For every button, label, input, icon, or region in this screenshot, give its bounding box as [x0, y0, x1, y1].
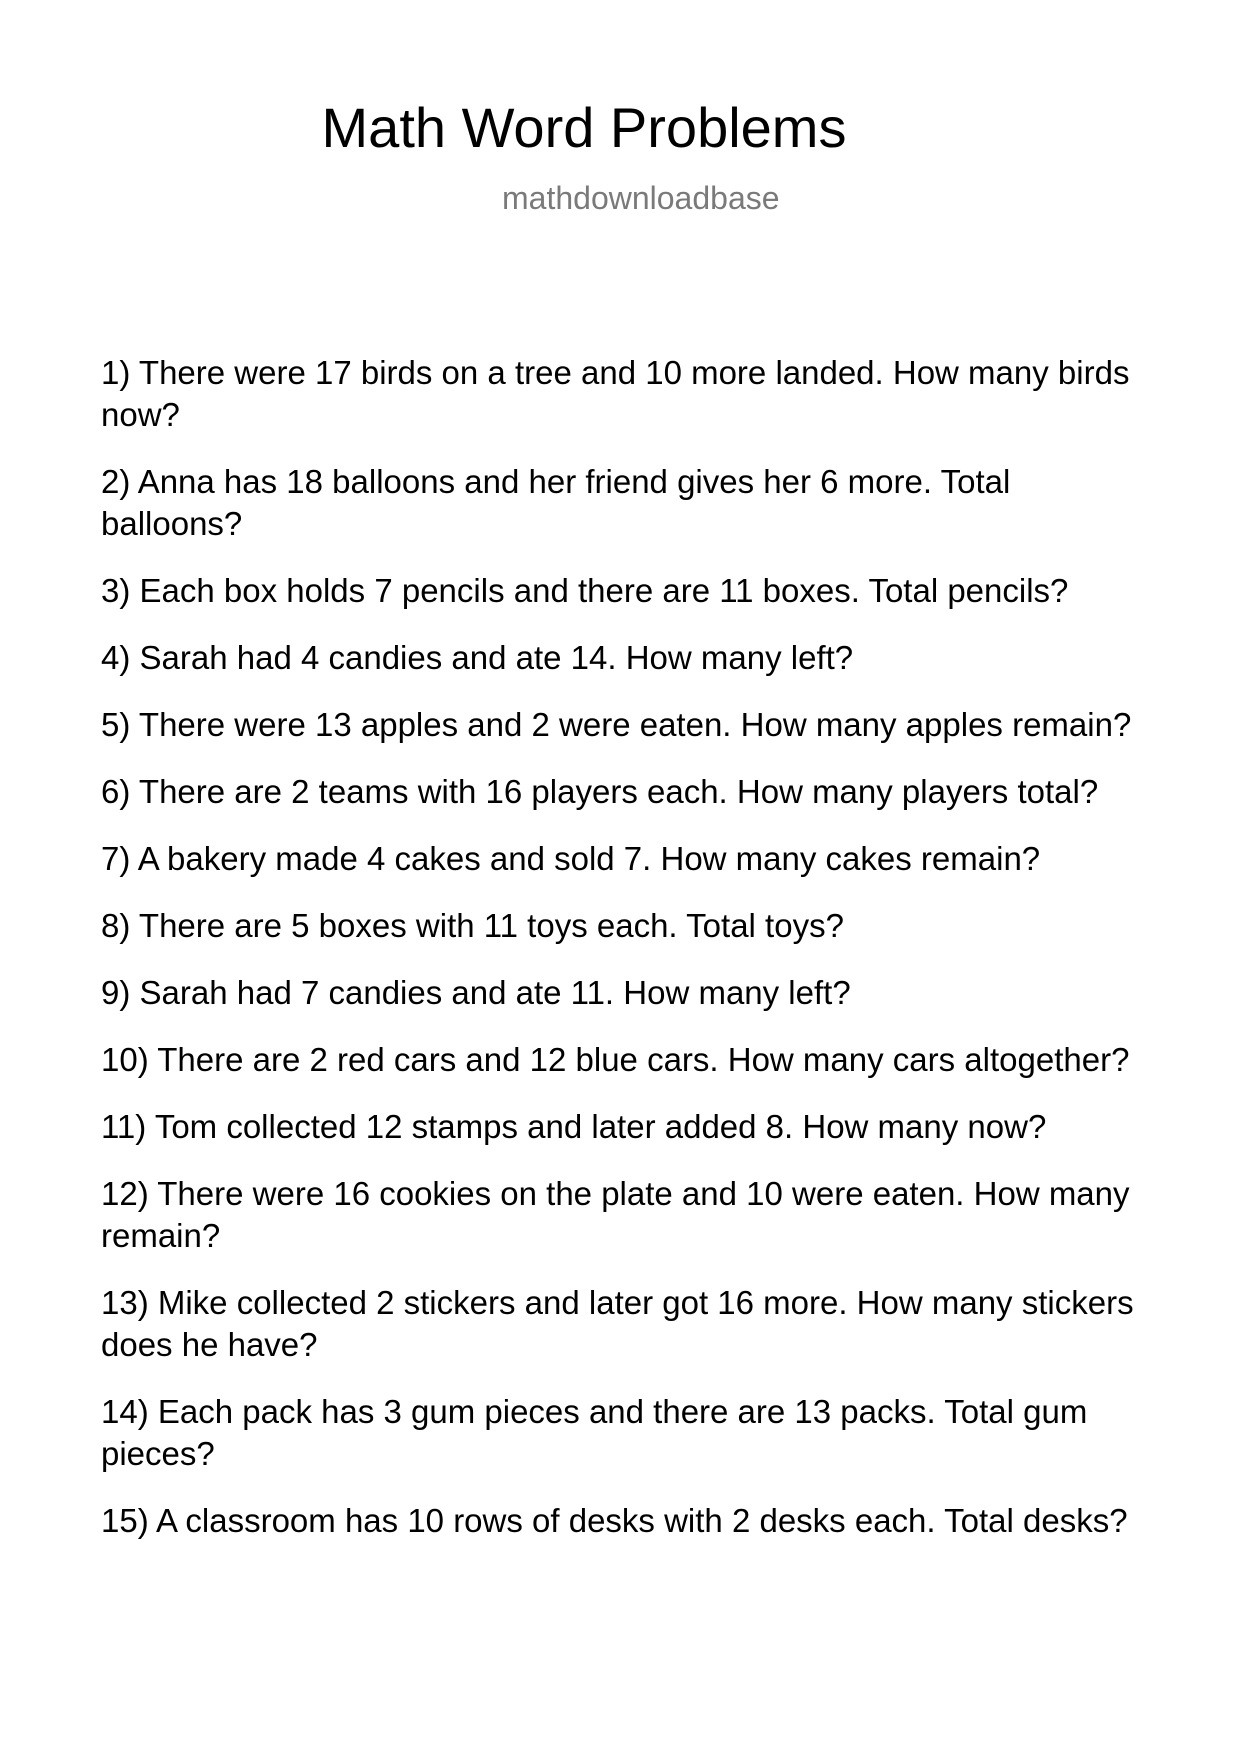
problem-item-9: 9) Sarah had 7 candies and ate 11. How many left? [101, 974, 851, 1011]
problem-item-3: 3) Each box holds 7 pencils and there are 11 boxes. Total pencils? [101, 572, 1069, 609]
page-subtitle: mathdownloadbase [502, 180, 780, 216]
problem-item-8: 8) There are 5 boxes with 11 toys each. Total toys? [101, 907, 844, 944]
problem-item-7: 7) A bakery made 4 cakes and sold 7. How many cakes remain? [101, 840, 1041, 877]
problem-list [101, 352, 1141, 1567]
problem-item-1: 1) There were 17 birds on a tree and 10 more landed. How many birds now? [101, 354, 1130, 433]
problem-item-10: 10) There are 2 red cars and 12 blue cars. How many cars altogether? [101, 1041, 1130, 1078]
problem-item-5: 5) There were 13 apples and 2 were eaten. How many apples remain? [101, 706, 1132, 743]
problem-item-6: 6) There are 2 teams with 16 players each. How many players total? [101, 773, 1099, 810]
problem-item-2: 2) Anna has 18 balloons and her friend gives her 6 more. Total balloons? [101, 463, 1011, 542]
page-title: Math Word Problems [321, 96, 847, 159]
problem-item-4: 4) Sarah had 4 candies and ate 14. How many left? [101, 639, 854, 676]
problem-item-14: 14) Each pack has 3 gum pieces and there are 13 packs. Total gum pieces? [101, 1393, 1088, 1472]
problem-item-15: 15) A classroom has 10 rows of desks with 2 desks each. Total desks? [101, 1502, 1128, 1539]
problem-item-12: 12) There were 16 cookies on the plate and 10 were eaten. How many remain? [101, 1175, 1130, 1254]
problem-item-11: 11) Tom collected 12 stamps and later added 8. How many now? [101, 1108, 1047, 1145]
problem-item-13: 13) Mike collected 2 stickers and later got 16 more. How many stickers does he have? [101, 1284, 1134, 1363]
